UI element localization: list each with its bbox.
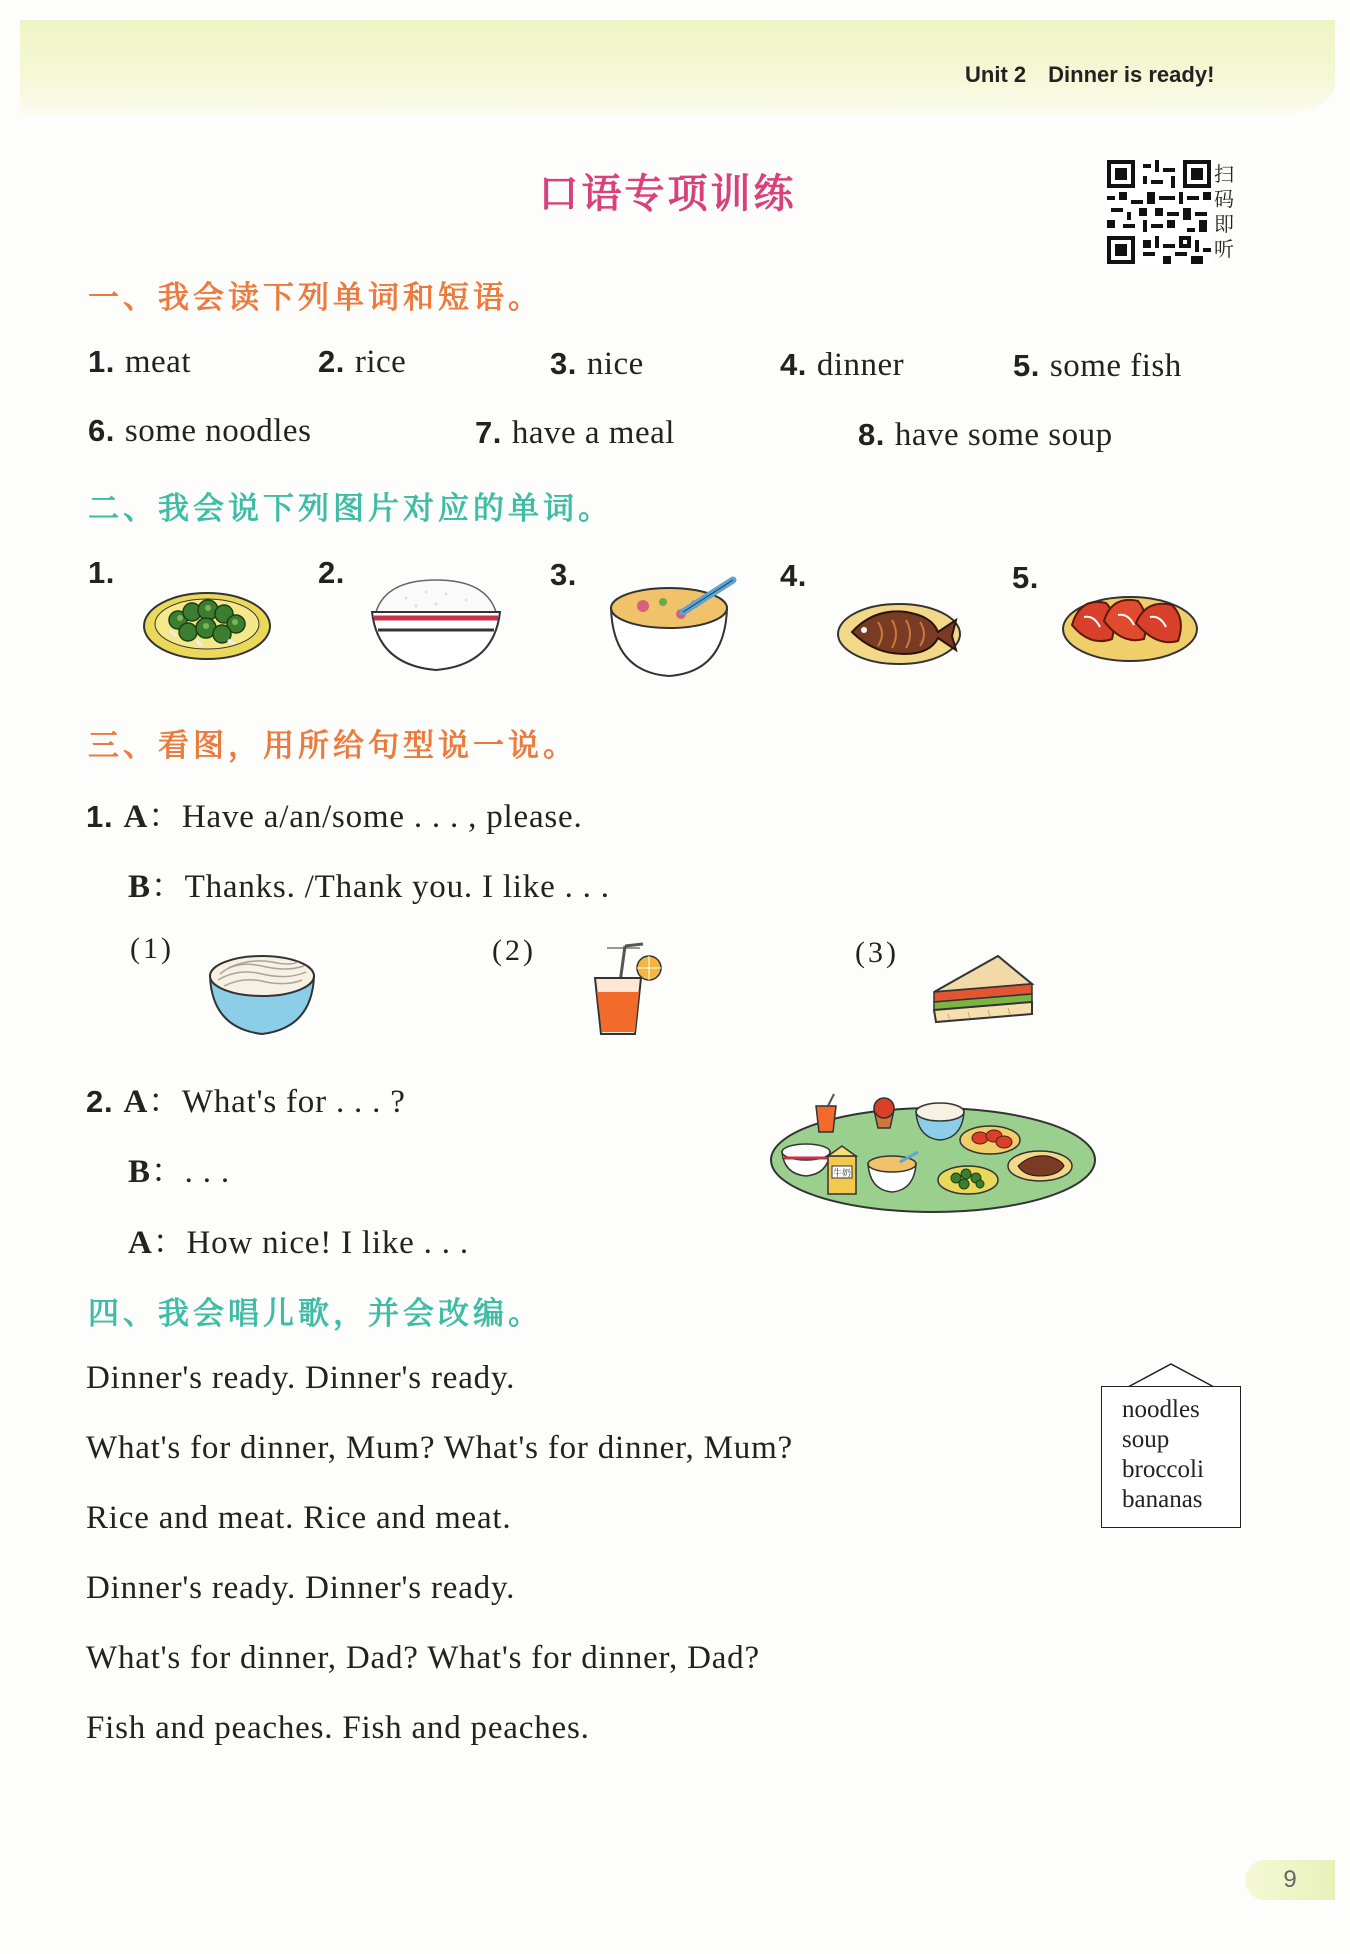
word-item: 8. have some soup xyxy=(858,417,1113,453)
picture-number: 5. xyxy=(1012,560,1039,595)
q2-line-3: A：How nice! I like . . . xyxy=(128,1225,469,1261)
dinner-table-icon xyxy=(768,1090,1098,1220)
sandwich-icon xyxy=(928,948,1038,1032)
picture-number: 2. xyxy=(318,555,345,590)
section3-heading: 三、看图，用所给句型说一说。 xyxy=(88,728,578,764)
unit-title-text: Dinner is ready! xyxy=(1048,62,1215,87)
juice-glass-icon xyxy=(585,940,675,1040)
word-item: 2. rice xyxy=(318,344,407,380)
word-box-item: bananas xyxy=(1122,1486,1203,1513)
song-line: What's for dinner, Dad? What's for dinner, Dad? xyxy=(86,1640,760,1676)
unit-label: Unit 2 xyxy=(965,62,1027,87)
broccoli-plate-icon xyxy=(140,580,274,666)
qr-caption: 扫 码 即 听 xyxy=(1214,162,1234,261)
q2-line-1: 2. A：What's for . . . ? xyxy=(86,1084,406,1120)
song-line: Fish and peaches. Fish and peaches. xyxy=(86,1710,590,1746)
qr-code-icon[interactable] xyxy=(1107,160,1211,264)
word-item: 6. some noodles xyxy=(88,413,312,449)
word-box-roof xyxy=(1126,1362,1216,1388)
picture-number: 1. xyxy=(88,555,115,590)
section1-heading: 一、我会读下列单词和短语。 xyxy=(88,280,543,316)
song-line: What's for dinner, Mum? What's for dinner, Mum? xyxy=(86,1430,793,1466)
page-number: 9 xyxy=(1245,1860,1335,1900)
section4-heading: 四、我会唱儿歌，并会改编。 xyxy=(88,1296,543,1332)
word-item: 1. meat xyxy=(88,344,191,380)
q1-line-a: 1. A：Have a/an/some . . . , please. xyxy=(86,799,583,835)
fish-plate-icon xyxy=(834,590,964,672)
rice-bowl-icon xyxy=(366,570,506,680)
song-line: Rice and meat. Rice and meat. xyxy=(86,1500,512,1536)
word-box-item: soup xyxy=(1122,1426,1170,1453)
word-item: 5. some fish xyxy=(1013,348,1182,384)
page-title: 口语专项训练 xyxy=(538,171,797,217)
unit-header xyxy=(965,62,1214,88)
picture-label: (3) xyxy=(855,936,899,969)
word-item: 7. have a meal xyxy=(475,415,675,451)
song-line: Dinner's ready. Dinner's ready. xyxy=(86,1360,516,1396)
noodles-bowl-icon xyxy=(206,946,318,1038)
word-item: 3. nice xyxy=(550,346,644,382)
soup-bowl-icon xyxy=(603,572,743,682)
q1-line-b: B：Thanks. /Thank you. I like . . . xyxy=(128,869,610,905)
word-box-item: noodles xyxy=(1122,1396,1200,1423)
q2-line-2: B：. . . xyxy=(128,1154,230,1190)
meat-plate-icon xyxy=(1060,585,1200,665)
picture-number: 3. xyxy=(550,557,577,592)
song-line: Dinner's ready. Dinner's ready. xyxy=(86,1570,516,1606)
picture-label: (1) xyxy=(130,932,174,965)
picture-number: 4. xyxy=(780,558,807,593)
word-box xyxy=(1101,1386,1241,1528)
milk-label: 牛奶 xyxy=(832,1169,852,1179)
section2-heading: 二、我会说下列图片对应的单词。 xyxy=(88,491,613,527)
word-box-item: broccoli xyxy=(1122,1456,1204,1483)
word-item: 4. dinner xyxy=(780,347,905,383)
picture-label: (2) xyxy=(492,934,536,967)
